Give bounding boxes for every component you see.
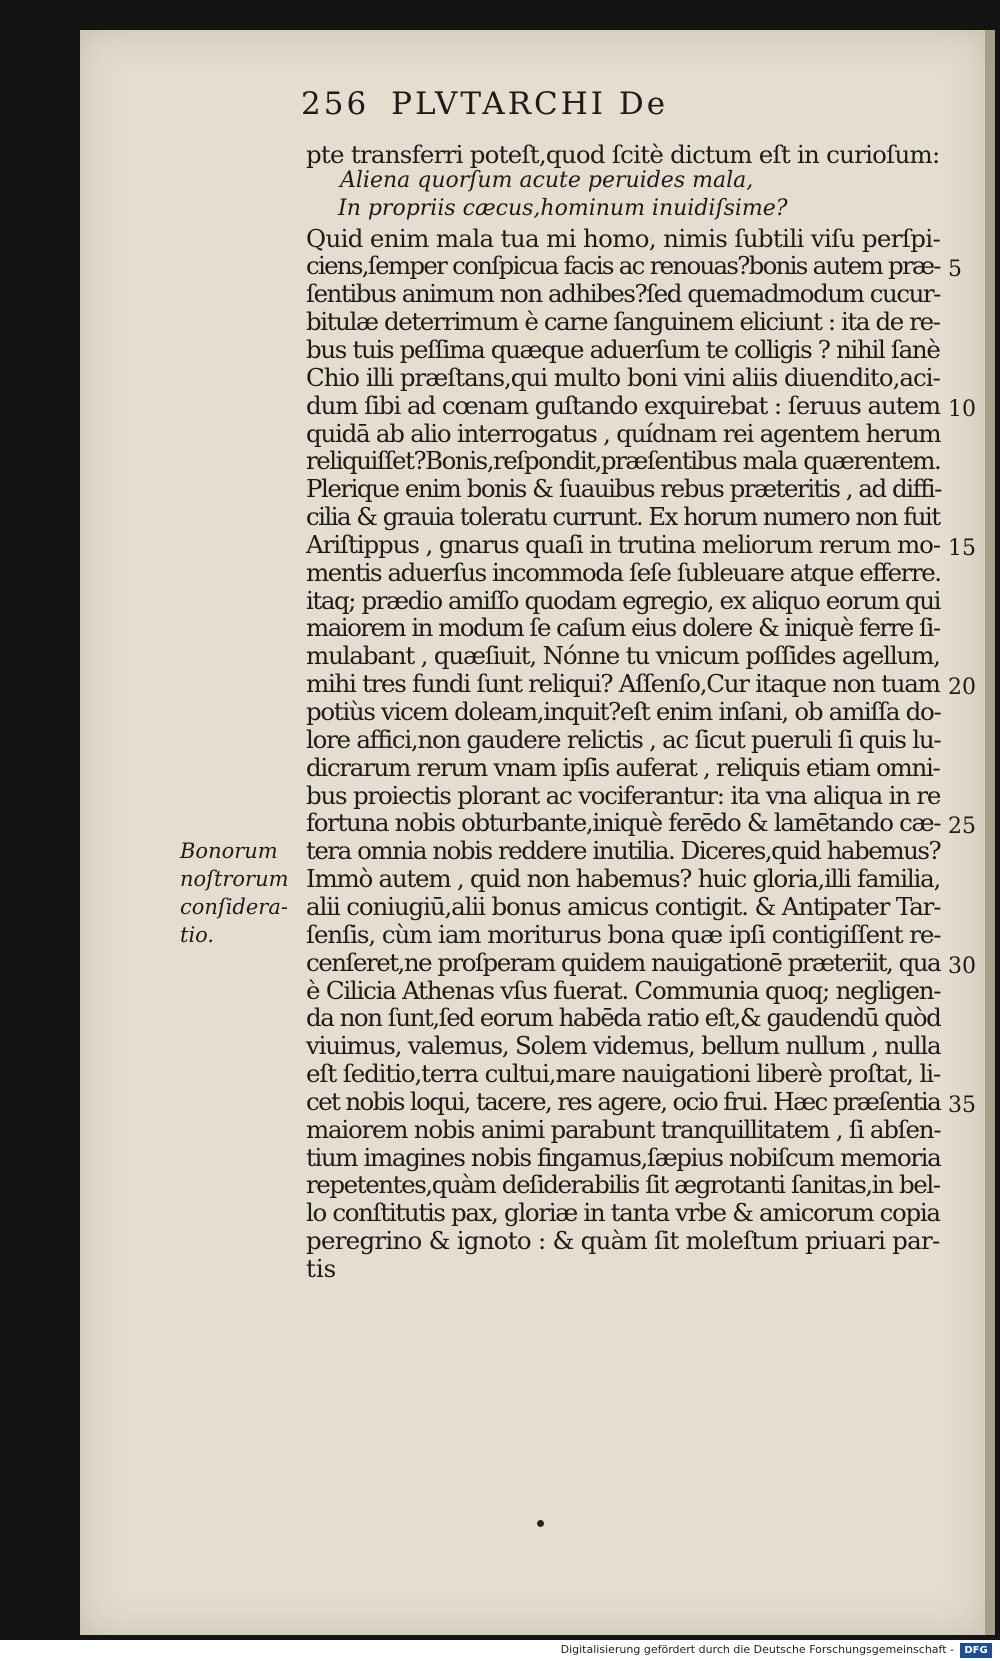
text-line: Chio illi præſtans,qui multo boni vini aliis diuendito,aci- [306, 362, 940, 392]
text-line: è Cilicia Athenas vſus fuerat. Communia quoq; negligen- [306, 975, 941, 1005]
line-number: 30 [948, 953, 976, 979]
text-line: cet nobis loqui, tacere, res agere, ocio frui. Hæc præſentia [306, 1086, 941, 1116]
line-number: 25 [948, 814, 976, 840]
text-line: itaq; prædio amiſſo quodam egregio, ex aliquo eorum qui [306, 585, 941, 615]
text-line: bus proiectis plorant ac vociferantur: ita vna aliqua in re [306, 780, 941, 810]
text-line: In propriis cæcus,hominum inuidiſsime? [338, 195, 788, 221]
line-number: 15 [948, 535, 976, 561]
text-line: pte transferri poteſt,quod ſcitè dictum eſt in curioſum: [306, 140, 940, 169]
text-line: Immò autem , quid non habemus? huic gloria,illi familia, [306, 864, 940, 894]
text-line: alii coniugiū,alii bonus amicus contigit. & Antipater Tar- [306, 891, 941, 921]
digitization-credit: Digitalisierung gefördert durch die Deutsche Forschungsgemeinschaft - [560, 1643, 954, 1656]
text-line: ſenſis, cùm iam moriturus bona quæ ipſi contigiſſent re- [306, 919, 941, 949]
text-line: mihi tres fundi ſunt reliqui? Aſſenſo,Cur itaque non tuam [306, 669, 940, 699]
text-line: dum ſibi ad cœnam guſtando exquirebat : ſeruus autem [306, 390, 941, 420]
text-line: maiorem nobis animi parabunt tranquillitatem , ſi abſen- [306, 1114, 941, 1144]
text-line: tium imagines nobis fingamus,ſæpius nobiſcum memoria [306, 1142, 941, 1172]
text-line: da non ſunt,ſed eorum habēda ratio eſt,& gaudendū quòd [306, 1003, 941, 1033]
text-line: bus tuis peſſima quæque aduerſum te colligis ? nihil ſanè [306, 334, 940, 364]
line-number: 35 [948, 1092, 976, 1118]
text-line: peregrino & ignoto : & quàm ſit moleſtum priuari par- [306, 1226, 940, 1256]
text-line: bitulæ deterrimum è carne ſanguinem eliciunt : ita de re- [306, 307, 940, 337]
text-line: Ariſtippus , gnarus quaſi in trutina meliorum rerum mo- [306, 529, 940, 559]
text-line: mentis aduerſus incommoda ſeſe ſubleuare atque efferre. [306, 557, 941, 587]
ink-spot [537, 1520, 544, 1527]
text-line: repetentes,quàm deſiderabilis ſit ægrotanti ſanitas,in bel- [306, 1170, 940, 1200]
text-line: eſt ſeditio,terra cultui,mare nauigationi liberè proſtat, li- [306, 1059, 941, 1089]
text-line: ciens,ſemper conſpicua facis ac renouas?bonis autem præ- [306, 251, 940, 281]
text-line: lo conſtitutis pax, gloriæ in tanta vrbe & amicorum copia [306, 1198, 940, 1228]
page-header [301, 86, 668, 122]
text-line: dicrarum rerum vnam ipſis auferat , reliquis etiam omni- [306, 752, 940, 782]
text-line: viuimus, valemus, Solem videmus, bellum nullum , nulla [306, 1031, 941, 1061]
dfg-logo: DFG [960, 1643, 992, 1658]
text-line: quidā ab alio interrogatus , quídnam rei agentem herum [306, 418, 941, 448]
text-line: Aliena quorſum acute peruides mala, [340, 167, 754, 193]
text-line: cilia & grauia toleratu currunt. Ex horum numero non fuit [306, 502, 940, 532]
margin-note-line: tio. [180, 922, 215, 947]
text-line: mulabant , quæſiuit, Nónne tu vnicum poſſides agellum, [306, 641, 940, 671]
page-number: 256 [301, 86, 370, 122]
text-line: fortuna nobis obturbante,iniquè ferēdo & lamētando cæ- [306, 808, 941, 838]
text-line: reliquiſſet?Bonis,reſpondit,præſentibus mala quærentem. [306, 446, 941, 476]
text-line: cenſeret,ne proſperam quidem nauigationē præteriit, qua [306, 947, 941, 977]
text-line: tera omnia nobis reddere inutilia. Diceres,quid habemus? [306, 836, 941, 866]
text-line: lore affici,non gaudere relictis , ac ſicut pueruli ſi quis lu- [306, 724, 941, 754]
page-edge [985, 30, 995, 1635]
text-line: ſentibus animum non adhibes?ſed quemadmodum cucur- [306, 279, 940, 309]
margin-note-line: Bonorum [180, 839, 278, 864]
margin-note-line: noſtrorum [180, 867, 289, 892]
line-number: 10 [948, 396, 976, 422]
running-title: PLVTARCHI De [391, 86, 669, 122]
text-line: Quid enim mala tua mi homo, nimis ſubtili viſu perſpi- [306, 223, 941, 253]
text-line: maiorem in modum ſe caſum eius dolere & iniquè ferre ſi- [306, 613, 940, 643]
margin-note-line: conſidera- [180, 894, 288, 919]
line-number: 5 [948, 257, 962, 283]
line-number: 20 [948, 675, 976, 701]
text-line: potiùs vicem doleam,inquit?eſt enim inſani, ob amiſſa do- [306, 697, 941, 726]
text-line: Plerique enim bonis & ſuauibus rebus præteritis , ad diffi- [306, 474, 941, 504]
text-line: tis [306, 1254, 337, 1283]
